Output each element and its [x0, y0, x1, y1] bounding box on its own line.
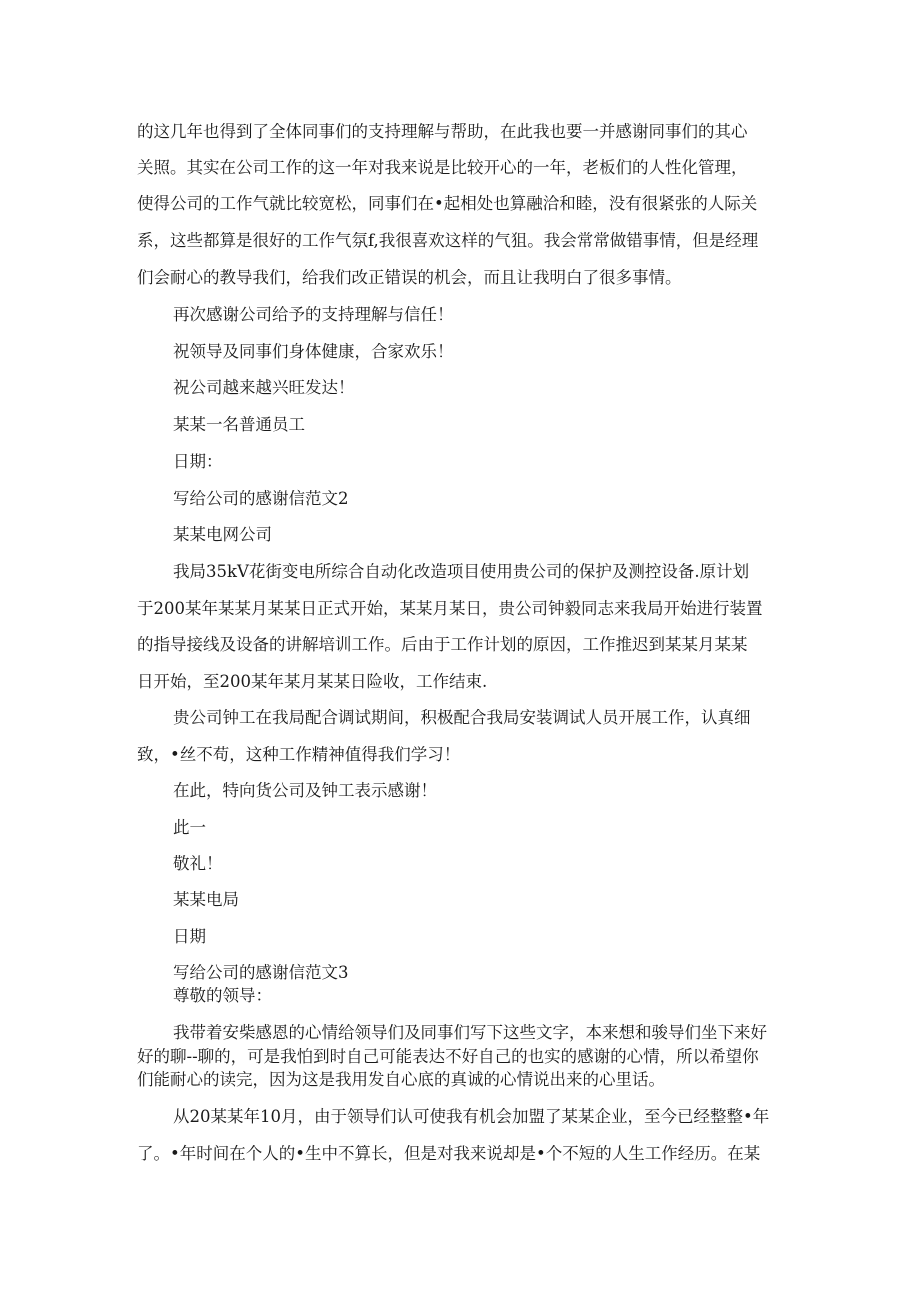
- paragraph-line: 贵公司钟工在我局配合调试期间，积极配合我局安装调试人员开展工作，认真细: [173, 708, 751, 727]
- paragraph-line: 从20某某年10月，由于领导们认可使我有机会加盟了某某企业，至今已经整整•年: [173, 1107, 770, 1126]
- closing-line: 此一: [173, 818, 206, 837]
- wish-line: 祝公司越来越兴旺发达！: [173, 378, 355, 397]
- paragraph-line: 们会耐心的教导我们，给我们改正错误的机会，而且让我明白了很多事情。: [137, 268, 682, 287]
- salutation-line: 敬礼！: [173, 854, 223, 873]
- paragraph-line: 了。•年时间在个人的•生中不算长，但是对我来说却是•个不短的人生工作经历。在某: [137, 1144, 761, 1163]
- wish-line: 祝领导及同事们身体健康，合家欢乐！: [173, 342, 454, 361]
- section-title: 写给公司的感谢信范文3: [173, 963, 349, 982]
- paragraph-line: 系，这些都算是很好的工作气氛f,我很喜欢这样的气狙。我会常常做错事情，但是经理: [137, 231, 759, 250]
- recipient-line: 某某电网公司: [173, 525, 272, 544]
- section-title: 写给公司的感谢信范文2: [173, 489, 349, 508]
- paragraph-line: 日开始，至200某年某月某某日险收，工作结束.: [137, 672, 488, 691]
- paragraph-line: 使得公司的工作气就比较宽松，同事们在•起相处也算融洽和睦，没有很紧张的人际关: [137, 194, 758, 213]
- paragraph-line: 于200某年某某月某某日正式开始，某某月某日，贵公司钟毅同志来我局开始进行装置: [137, 599, 763, 618]
- paragraph-line: 们能耐心的读完，因为这是我用发自心底的真诚的心情说出来的心里话。: [137, 1070, 665, 1089]
- paragraph-line: 的指导接线及设备的讲解培训工作。后由于工作计划的原因，工作推迟到某某月某某: [137, 635, 748, 654]
- date-line: 日期：: [173, 452, 223, 471]
- thanks-line: 在此，特向货公司及钟工表示感谢！: [173, 781, 437, 800]
- thanks-line: 再次感谢公司给予的支持理解与信任！: [173, 305, 454, 324]
- paragraph-line: 我带着安柴感恩的心情给领导们及同事们写下这些文字，本来想和骏导们坐下来好: [173, 1023, 767, 1042]
- paragraph-line: 的这几年也得到了全体同事们的支持理解与帮助，在此我也要一并感谢同事们的其心: [137, 122, 748, 141]
- signature: 某某电局: [173, 890, 239, 909]
- paragraph-line: 好的聊--聊的，可是我怕到时自己可能表达不好自己的也实的感谢的心情，所以希望你: [137, 1047, 759, 1066]
- paragraph-line: 我局35kV花街变电所综合自动化改造项目使用贵公司的保护及测控设备.原计划: [173, 562, 750, 581]
- paragraph-line: 关照。其实在公司工作的这一年对我来说是比较开心的一年，老板们的人性化管理，: [137, 158, 748, 177]
- signature: 某某一名普通员工: [173, 415, 305, 434]
- greeting-line: 尊敬的领导：: [173, 986, 272, 1005]
- paragraph-line: 致，•丝不苟，这种工作精神值得我们学习！: [137, 745, 461, 764]
- date-line: 日期: [173, 927, 206, 946]
